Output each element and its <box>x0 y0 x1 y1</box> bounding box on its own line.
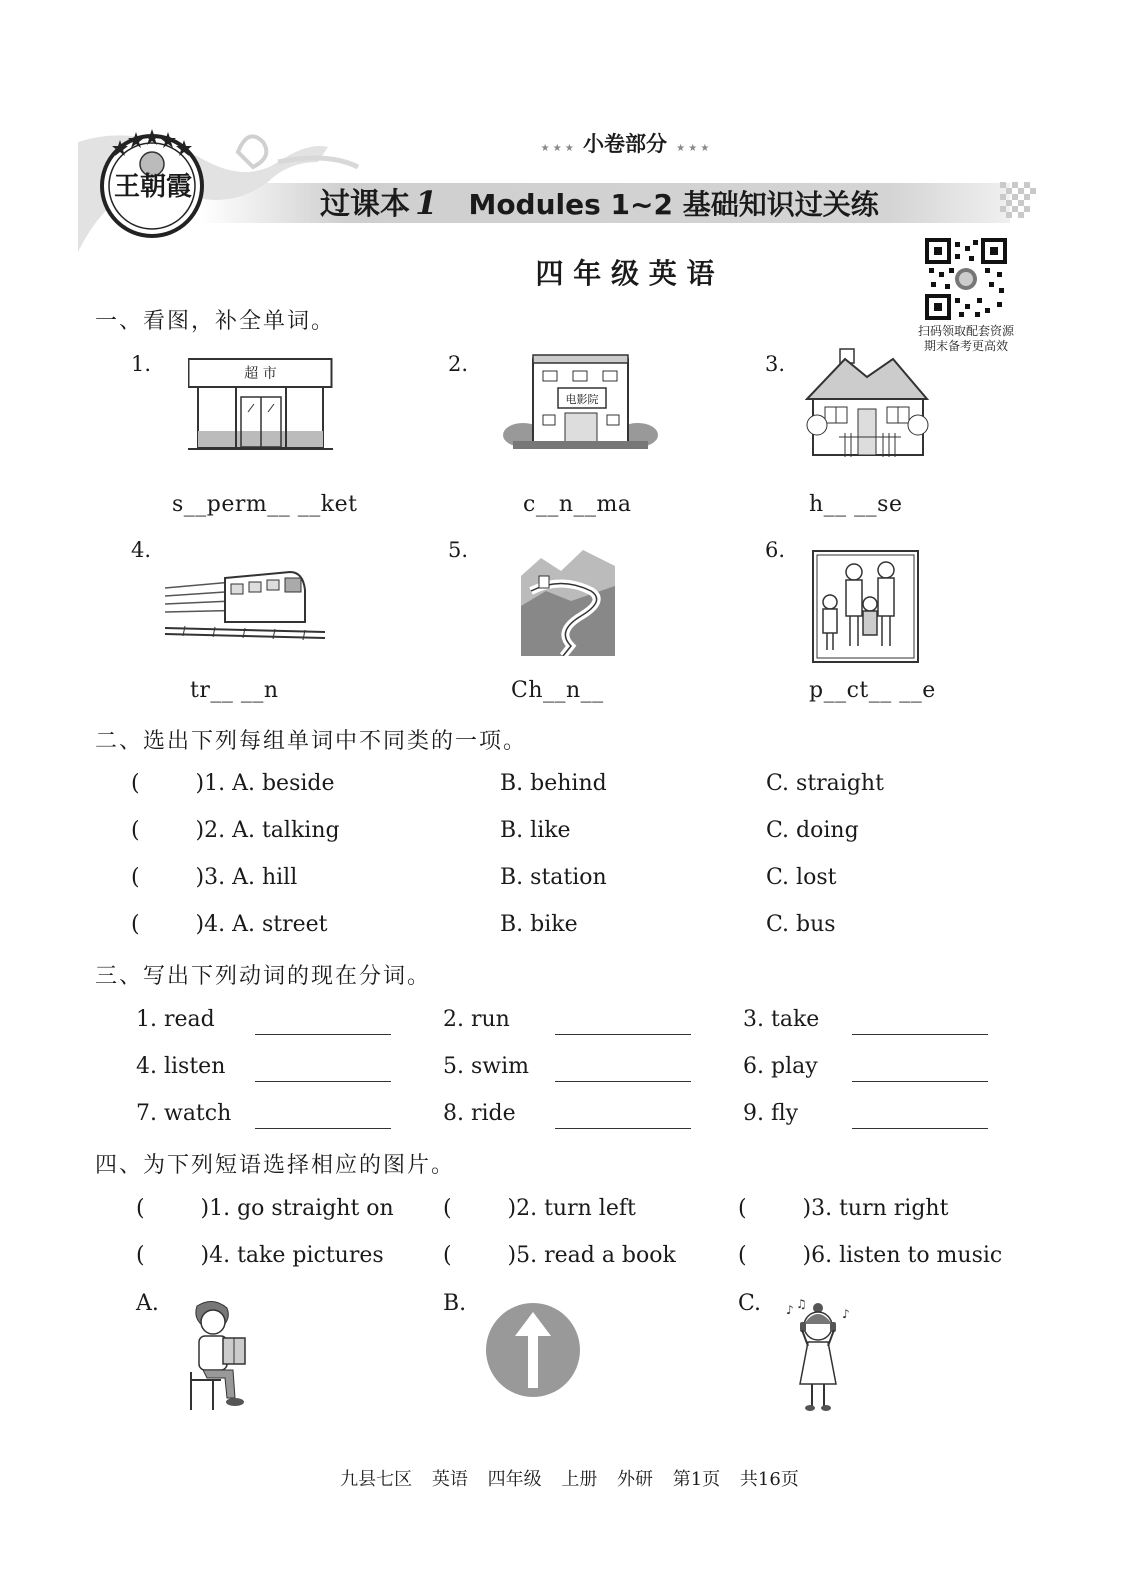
supermarket-sign: 超 市 <box>244 366 277 382</box>
fill-word: c__n__ma <box>523 492 632 517</box>
great-wall-icon <box>521 546 615 656</box>
answer-blank[interactable] <box>255 1104 391 1129</box>
cinema-icon <box>503 353 658 451</box>
phrase-item: ( )3. turn right <box>738 1196 949 1221</box>
qr-code-icon <box>925 238 1007 320</box>
answer-blank[interactable] <box>555 1057 691 1082</box>
family-picture-icon <box>812 550 919 663</box>
qr-caption-line-2: 期末备考更高效 <box>923 339 1008 353</box>
picture-label: C. <box>738 1291 762 1316</box>
svg-text:♪: ♪ <box>842 1307 850 1321</box>
cinema-sign: 电影院 <box>565 393 599 406</box>
choice-option-b: B. bike <box>500 912 578 937</box>
choice-option-c: C. doing <box>766 818 859 843</box>
answer-blank[interactable] <box>555 1010 691 1035</box>
item-number: 5. <box>448 538 469 562</box>
svg-text:♫: ♫ <box>796 1297 807 1311</box>
verb-item: 5. swim <box>443 1054 530 1079</box>
verb-item: 6. play <box>743 1054 818 1079</box>
choice-option-c: C. lost <box>766 865 837 890</box>
picture-label: A. <box>136 1291 159 1316</box>
verb-item: 8. ride <box>443 1101 516 1126</box>
choice-option-b: B. like <box>500 818 571 843</box>
item-number: 2. <box>448 352 469 376</box>
choice-option-c: C. bus <box>766 912 836 937</box>
girl-music-icon <box>782 1296 854 1414</box>
verb-item: 4. listen <box>136 1054 226 1079</box>
item-number: 6. <box>765 538 786 562</box>
qr-caption-line-1: 扫码领取配套资源 <box>917 324 1014 338</box>
verb-item: 1. read <box>136 1007 215 1032</box>
phrase-item: ( )1. go straight on <box>136 1196 394 1221</box>
choice-row-question: ( )3. A. hill <box>131 865 298 890</box>
answer-blank[interactable] <box>852 1104 988 1129</box>
page-title <box>320 183 879 223</box>
item-number: 4. <box>131 538 152 562</box>
choice-option-b: B. behind <box>500 771 607 796</box>
choice-row-question: ( )1. A. beside <box>131 771 335 796</box>
house-icon <box>805 347 930 459</box>
star-decoration-left: ★ ★ ★ <box>540 143 574 154</box>
answer-blank[interactable] <box>255 1010 391 1035</box>
verb-item: 9. fly <box>743 1101 799 1126</box>
answer-blank[interactable] <box>555 1104 691 1129</box>
title-number: 1 <box>415 184 438 222</box>
picture-label: B. <box>443 1291 467 1316</box>
fill-word: p__ct__ __e <box>809 678 936 703</box>
boy-reading-icon <box>183 1298 253 1413</box>
subject-heading: 四 年 级 英 语 <box>535 257 715 290</box>
fill-word: h__ __se <box>809 492 903 517</box>
fill-word: s__perm__ __ket <box>172 492 358 517</box>
verb-item: 3. take <box>743 1007 820 1032</box>
supermarket-icon <box>188 357 333 453</box>
train-icon <box>165 570 325 640</box>
phrase-item: ( )6. listen to music <box>738 1243 1003 1268</box>
choice-option-c: C. straight <box>766 771 884 796</box>
verb-item: 7. watch <box>136 1101 232 1126</box>
fill-word: tr__ __n <box>190 678 279 703</box>
subtitle-line <box>500 128 750 158</box>
subtitle: 小卷部分 <box>583 132 667 156</box>
phrase-item: ( )4. take pictures <box>136 1243 384 1268</box>
title-main: Modules 1~2 基础知识过关练 <box>468 188 879 221</box>
checker-decoration <box>1000 182 1036 222</box>
item-number: 1. <box>131 352 152 376</box>
verb-item: 2. run <box>443 1007 510 1032</box>
phrase-item: ( )2. turn left <box>443 1196 636 1221</box>
choice-row-question: ( )4. A. street <box>131 912 328 937</box>
fill-word: Ch__n__ <box>511 678 604 703</box>
choice-row-question: ( )2. A. talking <box>131 818 340 843</box>
svg-text:♪: ♪ <box>786 1303 794 1317</box>
section-3-heading: 三、写出下列动词的现在分词。 <box>95 964 432 989</box>
page-footer: 九县七区 英语 四年级 上册 外研 第1页 共16页 <box>340 1469 799 1490</box>
answer-blank[interactable] <box>255 1057 391 1082</box>
section-1-heading: 一、看图，补全单词。 <box>95 309 336 334</box>
section-4-heading: 四、为下列短语选择相应的图片。 <box>95 1153 456 1178</box>
section-2-heading: 二、选出下列每组单词中不同类的一项。 <box>95 729 528 754</box>
item-number: 3. <box>765 352 786 376</box>
phrase-item: ( )5. read a book <box>443 1243 676 1268</box>
star-decoration-right: ★ ★ ★ <box>676 143 710 154</box>
straight-arrow-icon <box>485 1302 581 1398</box>
answer-blank[interactable] <box>852 1057 988 1082</box>
title-prefix: 过课本 <box>320 187 410 222</box>
choice-option-b: B. station <box>500 865 607 890</box>
answer-blank[interactable] <box>852 1010 988 1035</box>
logo-text: 王朝霞 <box>113 172 192 202</box>
